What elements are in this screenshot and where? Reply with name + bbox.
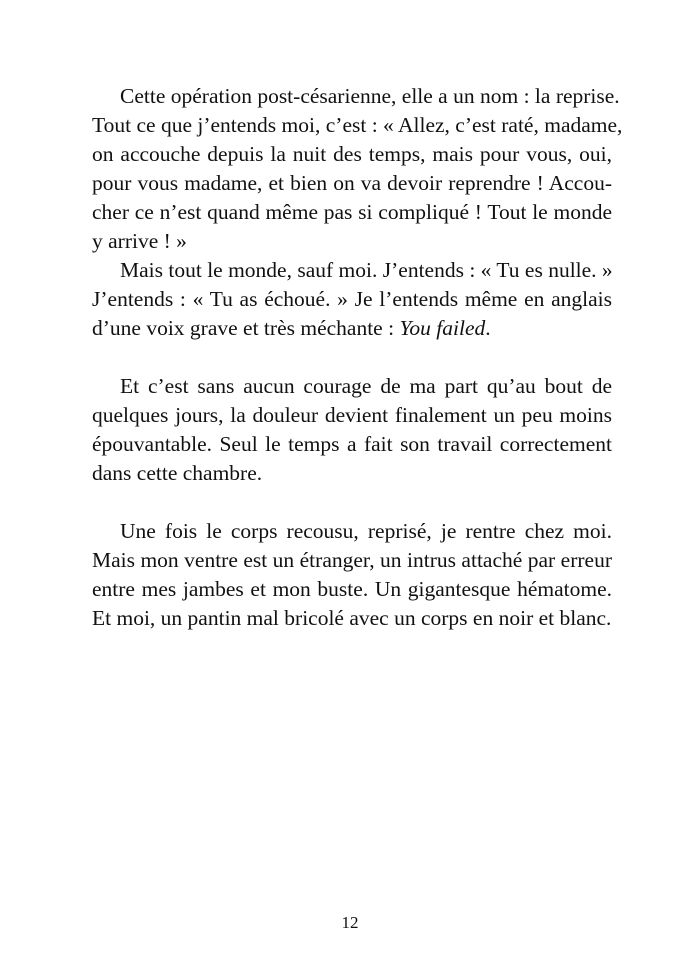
paragraph-1 [92,82,623,256]
paragraph-2 [92,256,612,343]
paragraph-4 [92,517,612,633]
text-span: d’une voix grave et très méchante : [92,316,400,340]
text-span: . [485,316,491,340]
text-line: Tout ce que j’entends moi, c’est : « Allez, c’est raté, madame, [92,113,623,137]
text-line: épouvantable. Seul le temps a fait son travail correctement [92,432,612,456]
text-line: on accouche depuis la nuit des temps, mais pour vous, oui, [92,142,612,166]
text-line: Une fois le corps recousu, reprisé, je rentre chez moi. [120,519,612,543]
page-number: 12 [341,913,359,932]
text-line: y arrive ! » [92,229,187,253]
text-line: dans cette chambre. [92,461,263,485]
text-line: Cette opération post-césarienne, elle a un nom : la reprise. [120,84,620,108]
page-body [92,82,623,633]
paragraph-spacer [92,488,612,517]
text-line: cher ce n’est quand même pas si compliqué ! Tout le monde [92,200,612,224]
text-line: pour vous madame, et bien on va devoir reprendre ! Accou- [92,171,612,195]
paragraph-spacer [92,343,612,372]
text-line: Et c’est sans aucun courage de ma part qu’au bout de [120,374,612,398]
text-line: Mais tout le monde, sauf moi. J’entends : « Tu es nulle. » [120,258,613,282]
text-line: entre mes jambes et mon buste. Un gigantesque hématome. [92,577,612,601]
text-line: quelques jours, la douleur devient finalement un peu moins [92,403,612,427]
text-line: J’entends : « Tu as échoué. » Je l’entends même en anglais [92,287,612,311]
paragraph-3 [92,372,612,488]
italic-phrase: You failed [399,316,486,340]
text-line-with-italic [92,314,612,343]
text-line: Mais mon ventre est un étranger, un intrus attaché par erreur [92,548,612,572]
text-line: Et moi, un pantin mal bricolé avec un corps en noir et blanc. [92,606,612,630]
